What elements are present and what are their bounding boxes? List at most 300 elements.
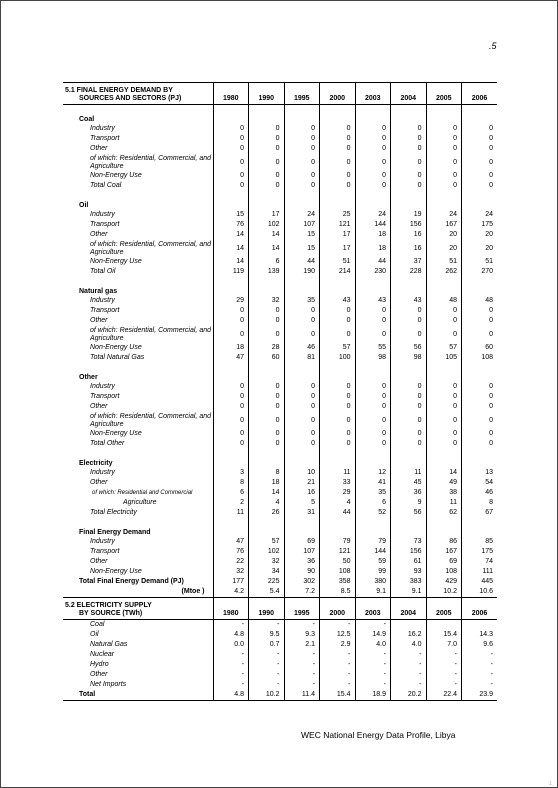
cell-value: 74 xyxy=(462,557,498,567)
cell-value: - xyxy=(391,670,427,680)
cell-value: 0 xyxy=(284,306,320,316)
cell-value: 17 xyxy=(320,230,356,240)
row-label: Hydro xyxy=(90,661,109,668)
cell-value: 0 xyxy=(213,306,249,316)
cell-value: 0 xyxy=(213,439,249,449)
cell-value: - xyxy=(391,660,427,670)
row-label: Total Oil xyxy=(90,268,116,275)
spacer-row xyxy=(63,191,497,198)
table-row xyxy=(63,468,497,478)
cell-value: 14 xyxy=(213,257,249,267)
group-title: Final Energy Demand xyxy=(79,529,151,536)
cell-value: - xyxy=(213,620,249,631)
cell-value: - xyxy=(462,660,498,670)
cell-value: 0 xyxy=(320,382,356,392)
year-header: 1995 xyxy=(284,83,320,105)
table-row xyxy=(63,478,497,488)
cell-value: 0 xyxy=(462,134,498,144)
cell-value: 0 xyxy=(426,402,462,412)
cell-value: 0 xyxy=(320,412,356,429)
cell-value: 0 xyxy=(249,134,285,144)
cell-value: - xyxy=(284,680,320,690)
cell-value: 9.3 xyxy=(284,630,320,640)
cell-value: 4.0 xyxy=(355,640,391,650)
cell-value: 0 xyxy=(391,306,427,316)
energy-data-table xyxy=(63,82,497,701)
section-title-line1: 5.2 ELECTRICITY SUPPLY xyxy=(65,602,152,609)
cell-value: 0 xyxy=(320,144,356,154)
table-row xyxy=(63,267,497,277)
cell-value: 73 xyxy=(391,537,427,547)
cell-value: 16.2 xyxy=(391,630,427,640)
cell-value: 60 xyxy=(249,353,285,363)
cell-value: 9.1 xyxy=(391,587,427,598)
cell-value: 0 xyxy=(355,412,391,429)
cell-value: 61 xyxy=(391,557,427,567)
table-row xyxy=(63,144,497,154)
cell-value: - xyxy=(355,650,391,660)
cell-value: 302 xyxy=(284,577,320,587)
cell-value: 0 xyxy=(284,382,320,392)
cell-value: 20 xyxy=(462,230,498,240)
cell-value: 9.1 xyxy=(355,587,391,598)
table-row xyxy=(63,547,497,557)
cell-value: 0 xyxy=(213,144,249,154)
cell-value: 24 xyxy=(355,210,391,220)
cell-value: 156 xyxy=(391,220,427,230)
group-title-row xyxy=(63,456,497,468)
cell-value: 18.9 xyxy=(355,690,391,701)
cell-value: - xyxy=(462,680,498,690)
cell-value: 46 xyxy=(284,343,320,353)
cell-value: - xyxy=(426,650,462,660)
cell-value: 0 xyxy=(355,402,391,412)
cell-value: 69 xyxy=(284,537,320,547)
spacer-row xyxy=(63,277,497,284)
cell-value: - xyxy=(426,680,462,690)
cell-value: 51 xyxy=(462,257,498,267)
year-header: 2005 xyxy=(426,83,462,105)
cell-value: 62 xyxy=(426,508,462,518)
row-label: Other xyxy=(90,479,108,486)
cell-value: 32 xyxy=(213,567,249,577)
row-label: Total Natural Gas xyxy=(90,354,145,361)
cell-value: 37 xyxy=(391,257,427,267)
cell-value: 0 xyxy=(462,171,498,181)
cell-value: 0 xyxy=(284,171,320,181)
cell-value: 0 xyxy=(284,429,320,439)
table-row xyxy=(63,402,497,412)
year-header: 1990 xyxy=(249,83,285,105)
cell-value: 16 xyxy=(391,230,427,240)
cell-value: 0 xyxy=(462,306,498,316)
cell-value: 50 xyxy=(320,557,356,567)
table-row xyxy=(63,353,497,363)
group-title-row xyxy=(63,112,497,124)
cell-value: 0 xyxy=(426,392,462,402)
cell-value: 100 xyxy=(320,353,356,363)
cell-value: 9.6 xyxy=(462,640,498,650)
year-header: 2006 xyxy=(462,598,498,620)
cell-value: 6 xyxy=(249,257,285,267)
row-label: Total Electricity xyxy=(90,509,137,516)
row-label: Industry xyxy=(90,469,115,476)
table-row xyxy=(63,660,497,670)
corner-mark: 1 xyxy=(549,781,552,787)
table-row xyxy=(63,392,497,402)
cell-value: 26 xyxy=(249,508,285,518)
row-label: (Mtoe ) xyxy=(63,587,213,598)
cell-value: 36 xyxy=(284,557,320,567)
cell-value: 11 xyxy=(320,468,356,478)
cell-value: 107 xyxy=(284,547,320,557)
row-label: Total Coal xyxy=(90,182,122,189)
row-label: of which: Residential, Commercial, and Agriculture xyxy=(90,412,211,428)
year-header: 2004 xyxy=(391,83,427,105)
cell-value: 0 xyxy=(320,439,356,449)
cell-value: 0.7 xyxy=(249,640,285,650)
cell-value: - xyxy=(284,670,320,680)
cell-value: - xyxy=(284,650,320,660)
cell-value: 0 xyxy=(391,171,427,181)
row-label: Non-Energy Use xyxy=(90,568,142,575)
cell-value: 144 xyxy=(355,547,391,557)
cell-value: 5 xyxy=(284,498,320,508)
cell-value: 19 xyxy=(391,210,427,220)
year-header: 1995 xyxy=(284,598,320,620)
page-number: .5 xyxy=(489,41,497,51)
cell-value: 0 xyxy=(391,429,427,439)
cell-value: 33 xyxy=(320,478,356,488)
cell-value: 0 xyxy=(213,392,249,402)
cell-value: 51 xyxy=(426,257,462,267)
cell-value: 34 xyxy=(249,567,285,577)
cell-value: 4.2 xyxy=(213,587,249,598)
table-row xyxy=(63,210,497,220)
row-label: Total Final Energy Demand (PJ) xyxy=(79,578,184,585)
cell-value: 0 xyxy=(249,306,285,316)
row-label: Other xyxy=(90,317,108,324)
spacer-row xyxy=(63,449,497,456)
cell-value xyxy=(426,620,462,631)
cell-value: 144 xyxy=(355,220,391,230)
cell-value: 79 xyxy=(355,537,391,547)
cell-value: 6 xyxy=(355,498,391,508)
cell-value: 0 xyxy=(249,392,285,402)
cell-value: 0 xyxy=(426,382,462,392)
cell-value: - xyxy=(426,660,462,670)
cell-value: 0 xyxy=(213,316,249,326)
cell-value: 59 xyxy=(355,557,391,567)
cell-value: 0 xyxy=(355,326,391,343)
group-title: Oil xyxy=(79,202,89,209)
cell-value: 177 xyxy=(213,577,249,587)
table-row xyxy=(63,326,497,343)
row-label: Natural Gas xyxy=(90,641,128,648)
cell-value: 90 xyxy=(284,567,320,577)
cell-value: 0 xyxy=(284,144,320,154)
cell-value: 25 xyxy=(320,210,356,220)
cell-value: 14 xyxy=(213,230,249,240)
cell-value: 98 xyxy=(355,353,391,363)
cell-value: 5.4 xyxy=(249,587,285,598)
group-title-row xyxy=(63,370,497,382)
cell-value: 380 xyxy=(355,577,391,587)
group-title-row xyxy=(63,284,497,296)
cell-value xyxy=(391,620,427,631)
cell-value: 8 xyxy=(213,478,249,488)
cell-value: - xyxy=(249,660,285,670)
cell-value: 228 xyxy=(391,267,427,277)
cell-value: 0 xyxy=(320,326,356,343)
cell-value: 0 xyxy=(462,316,498,326)
cell-value: 0 xyxy=(284,124,320,134)
table-row xyxy=(63,488,497,498)
year-header: 2000 xyxy=(320,83,356,105)
cell-value: 35 xyxy=(284,296,320,306)
cell-value: 43 xyxy=(320,296,356,306)
cell-value: - xyxy=(355,680,391,690)
cell-value: 0 xyxy=(355,382,391,392)
cell-value: - xyxy=(355,660,391,670)
cell-value: 20 xyxy=(462,240,498,257)
table-row xyxy=(63,171,497,181)
cell-value: 15 xyxy=(284,230,320,240)
row-label: of which: Residential, Commercial, and Agriculture xyxy=(90,326,211,342)
cell-value: 0 xyxy=(462,402,498,412)
cell-value: 0 xyxy=(426,326,462,343)
cell-value: - xyxy=(213,650,249,660)
group-title-row xyxy=(63,198,497,210)
cell-value: 0 xyxy=(284,134,320,144)
cell-value: 2.1 xyxy=(284,640,320,650)
cell-value: 46 xyxy=(462,488,498,498)
cell-value: - xyxy=(426,670,462,680)
row-label: Other xyxy=(90,403,108,410)
cell-value: 0 xyxy=(249,326,285,343)
cell-value: 8.5 xyxy=(320,587,356,598)
cell-value: 0 xyxy=(462,439,498,449)
cell-value: 108 xyxy=(462,353,498,363)
cell-value: 0 xyxy=(426,154,462,171)
cell-value: 0 xyxy=(462,382,498,392)
cell-value: - xyxy=(355,670,391,680)
group-title: Electricity xyxy=(79,460,113,467)
row-label: Non-Energy Use xyxy=(90,172,142,179)
table-row xyxy=(63,670,497,680)
cell-value: 4.8 xyxy=(213,630,249,640)
cell-value: 67 xyxy=(462,508,498,518)
table-row xyxy=(63,296,497,306)
cell-value: 0 xyxy=(249,439,285,449)
cell-value: 0 xyxy=(426,412,462,429)
cell-value: 17 xyxy=(249,210,285,220)
cell-value: - xyxy=(249,670,285,680)
cell-value: 11 xyxy=(213,508,249,518)
cell-value: 0 xyxy=(320,306,356,316)
cell-value: 41 xyxy=(355,478,391,488)
cell-value: 14 xyxy=(213,240,249,257)
table-row xyxy=(63,343,497,353)
cell-value: 10.6 xyxy=(462,587,498,598)
cell-value: 38 xyxy=(426,488,462,498)
cell-value: 13 xyxy=(462,468,498,478)
cell-value: 0 xyxy=(391,392,427,402)
cell-value: 7.0 xyxy=(426,640,462,650)
cell-value: 0 xyxy=(391,439,427,449)
cell-value: 0 xyxy=(462,429,498,439)
table-row xyxy=(63,439,497,449)
cell-value: 79 xyxy=(320,537,356,547)
cell-value: 8 xyxy=(462,498,498,508)
cell-value: 358 xyxy=(320,577,356,587)
cell-value: 429 xyxy=(426,577,462,587)
cell-value: 81 xyxy=(284,353,320,363)
cell-value: 121 xyxy=(320,220,356,230)
table-row xyxy=(63,587,497,598)
cell-value: 11 xyxy=(426,498,462,508)
cell-value: 20 xyxy=(426,240,462,257)
row-label: Industry xyxy=(90,383,115,390)
cell-value: 20.2 xyxy=(391,690,427,701)
cell-value: 0 xyxy=(355,124,391,134)
spacer-row xyxy=(63,363,497,370)
cell-value: 108 xyxy=(426,567,462,577)
cell-value: 0 xyxy=(213,382,249,392)
cell-value: 0 xyxy=(249,316,285,326)
cell-value: 32 xyxy=(249,296,285,306)
cell-value: 383 xyxy=(391,577,427,587)
cell-value: 0 xyxy=(391,181,427,191)
cell-value: 156 xyxy=(391,547,427,557)
cell-value: 7.2 xyxy=(284,587,320,598)
cell-value: - xyxy=(213,680,249,690)
table-row xyxy=(63,257,497,267)
cell-value: 0 xyxy=(320,124,356,134)
cell-value: - xyxy=(320,680,356,690)
cell-value: 43 xyxy=(355,296,391,306)
footer-text: WEC National Energy Data Profile, Libya xyxy=(301,730,456,740)
table-row xyxy=(63,316,497,326)
cell-value: 0 xyxy=(213,429,249,439)
cell-value: - xyxy=(320,670,356,680)
row-label: of which: Residential and Commercial xyxy=(92,490,193,496)
cell-value: 14 xyxy=(249,488,285,498)
table-row xyxy=(63,181,497,191)
cell-value: 121 xyxy=(320,547,356,557)
group-title: Natural gas xyxy=(79,288,118,295)
cell-value: 0 xyxy=(284,326,320,343)
cell-value: 102 xyxy=(249,547,285,557)
cell-value: 0 xyxy=(391,316,427,326)
cell-value: 0 xyxy=(320,154,356,171)
cell-value: 47 xyxy=(213,353,249,363)
row-label: Industry xyxy=(90,125,115,132)
row-label: Transport xyxy=(90,307,120,314)
cell-value: 0 xyxy=(249,382,285,392)
cell-value: 2.9 xyxy=(320,640,356,650)
table-row xyxy=(63,508,497,518)
cell-value: 0 xyxy=(426,306,462,316)
cell-value: 4 xyxy=(320,498,356,508)
cell-value: 18 xyxy=(355,230,391,240)
cell-value: 0 xyxy=(355,144,391,154)
year-header: 2004 xyxy=(391,598,427,620)
cell-value: 0.0 xyxy=(213,640,249,650)
cell-value: 76 xyxy=(213,547,249,557)
cell-value: 0 xyxy=(391,402,427,412)
cell-value: 11 xyxy=(391,468,427,478)
cell-value: 47 xyxy=(213,537,249,547)
cell-value: 0 xyxy=(391,144,427,154)
row-label: Other xyxy=(90,145,108,152)
cell-value: 0 xyxy=(391,382,427,392)
cell-value: 36 xyxy=(391,488,427,498)
cell-value: - xyxy=(391,680,427,690)
cell-value: 0 xyxy=(426,429,462,439)
cell-value: 0 xyxy=(213,326,249,343)
cell-value: 24 xyxy=(426,210,462,220)
cell-value: 0 xyxy=(426,124,462,134)
cell-value: 190 xyxy=(284,267,320,277)
cell-value: 0 xyxy=(284,412,320,429)
row-label: Other xyxy=(90,558,108,565)
cell-value: 93 xyxy=(391,567,427,577)
cell-value: 0 xyxy=(213,402,249,412)
table-row xyxy=(63,382,497,392)
cell-value: 0 xyxy=(213,154,249,171)
cell-value: 15.4 xyxy=(320,690,356,701)
cell-value: 29 xyxy=(213,296,249,306)
table-row xyxy=(63,577,497,587)
cell-value: 0 xyxy=(320,402,356,412)
cell-value: 0 xyxy=(462,326,498,343)
cell-value: 0 xyxy=(355,134,391,144)
section-title xyxy=(63,598,213,620)
cell-value: 57 xyxy=(426,343,462,353)
cell-value: - xyxy=(320,660,356,670)
table-row xyxy=(63,690,497,701)
cell-value: 8 xyxy=(249,468,285,478)
cell-value: 0 xyxy=(462,124,498,134)
table-row xyxy=(63,240,497,257)
cell-value: 12 xyxy=(355,468,391,478)
cell-value: 214 xyxy=(320,267,356,277)
cell-value: 57 xyxy=(249,537,285,547)
cell-value: 76 xyxy=(213,220,249,230)
table-row xyxy=(63,306,497,316)
cell-value: - xyxy=(320,650,356,660)
cell-value: 0 xyxy=(284,439,320,449)
cell-value: 15.4 xyxy=(426,630,462,640)
cell-value: 22 xyxy=(213,557,249,567)
cell-value: 99 xyxy=(355,567,391,577)
cell-value: 0 xyxy=(355,171,391,181)
cell-value: 0 xyxy=(355,306,391,316)
cell-value: - xyxy=(320,620,356,631)
group-title: Other xyxy=(79,374,98,381)
cell-value: 48 xyxy=(462,296,498,306)
row-label: Agriculture xyxy=(123,499,157,506)
section-title-line1: 5.1 FINAL ENERGY DEMAND BY xyxy=(65,87,173,94)
cell-value: 85 xyxy=(462,537,498,547)
row-label: Industry xyxy=(90,538,115,545)
cell-value: 18 xyxy=(355,240,391,257)
cell-value: 0 xyxy=(391,124,427,134)
cell-value: 0 xyxy=(249,402,285,412)
cell-value: 24 xyxy=(284,210,320,220)
cell-value: 28 xyxy=(249,343,285,353)
